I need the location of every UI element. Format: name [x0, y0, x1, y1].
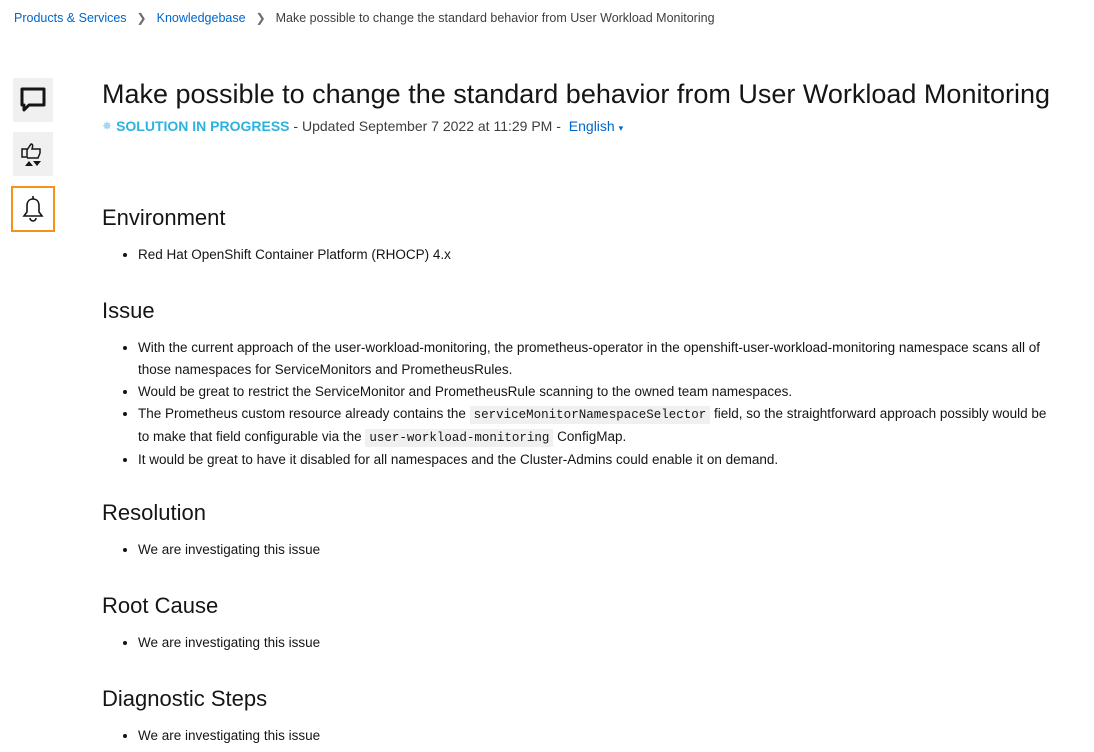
- section-root-cause: [102, 592, 1052, 654]
- section-environment: [102, 204, 1052, 266]
- list-item: • It would be great to have it disabled for all namespaces and the Cluster-Admins could enable it on demand.: [138, 449, 1052, 471]
- section-heading: Resolution: [102, 500, 206, 525]
- progress-icon: ✸: [102, 119, 113, 133]
- chevron-right-icon: ❯: [136, 11, 147, 25]
- page-title: Make possible to change the standard behavior from User Workload Monitoring: [102, 79, 1050, 109]
- notify-button[interactable]: [11, 186, 55, 232]
- status-badge: SOLUTION IN PROGRESS: [116, 118, 290, 134]
- list-item: • We are investigating this issue: [138, 725, 1052, 747]
- rate-button[interactable]: [13, 132, 53, 176]
- updated-date: - Updated September 7 2022 at 11:29 PM -: [289, 118, 565, 134]
- breadcrumb-knowledgebase[interactable]: Knowledgebase: [156, 11, 246, 25]
- breadcrumb-current: Make possible to change the standard behavior from User Workload Monitoring: [275, 11, 715, 25]
- article: [102, 78, 1052, 743]
- list-item: • Would be great to restrict the ServiceMonitor and PrometheusRule scanning to the owned team namespaces.: [138, 381, 1052, 403]
- rating-icon: [19, 140, 47, 168]
- caret-down-icon: ▾: [618, 123, 624, 133]
- text: ConfigMap.: [553, 429, 627, 444]
- article-meta: [102, 118, 1052, 134]
- text: The Prometheus custom resource already contains the: [138, 406, 470, 421]
- section-heading: Diagnostic Steps: [102, 686, 268, 711]
- section-heading: Root Cause: [102, 593, 219, 618]
- language-dropdown[interactable]: [569, 118, 623, 134]
- code-snippet: serviceMonitorNamespaceSelector: [470, 406, 711, 424]
- list-item: [138, 403, 1052, 449]
- comment-icon: [19, 86, 47, 114]
- language-label: English: [568, 118, 615, 134]
- bell-icon: [20, 195, 46, 223]
- list-item: • With the current approach of the user-workload-monitoring, the prometheus-operator in the openshift-user-workload-monitoring namespace scans all of those namespaces for ServiceMonitors and PrometheusRules.: [138, 337, 1052, 381]
- list-item: • Red Hat OpenShift Container Platform (RHOCP) 4.x: [138, 244, 1052, 266]
- section-heading: Environment: [102, 205, 226, 230]
- section-resolution: [102, 499, 1052, 561]
- breadcrumb-products-services[interactable]: Products & Services: [14, 11, 127, 25]
- section-diagnostic-steps: [102, 685, 1052, 747]
- code-snippet: user-workload-monitoring: [365, 429, 553, 447]
- section-heading: Issue: [102, 298, 155, 323]
- comment-button[interactable]: [13, 78, 53, 122]
- breadcrumb: [14, 11, 715, 25]
- list-item: • We are investigating this issue: [138, 539, 1052, 561]
- sidebar-actions: [13, 78, 55, 242]
- chevron-right-icon: ❯: [255, 11, 266, 25]
- text: field, so the straightforward approach possibly would be to make that field configurable via the: [138, 406, 1047, 444]
- section-issue: [102, 297, 1052, 471]
- list-item: • We are investigating this issue: [138, 632, 1052, 654]
